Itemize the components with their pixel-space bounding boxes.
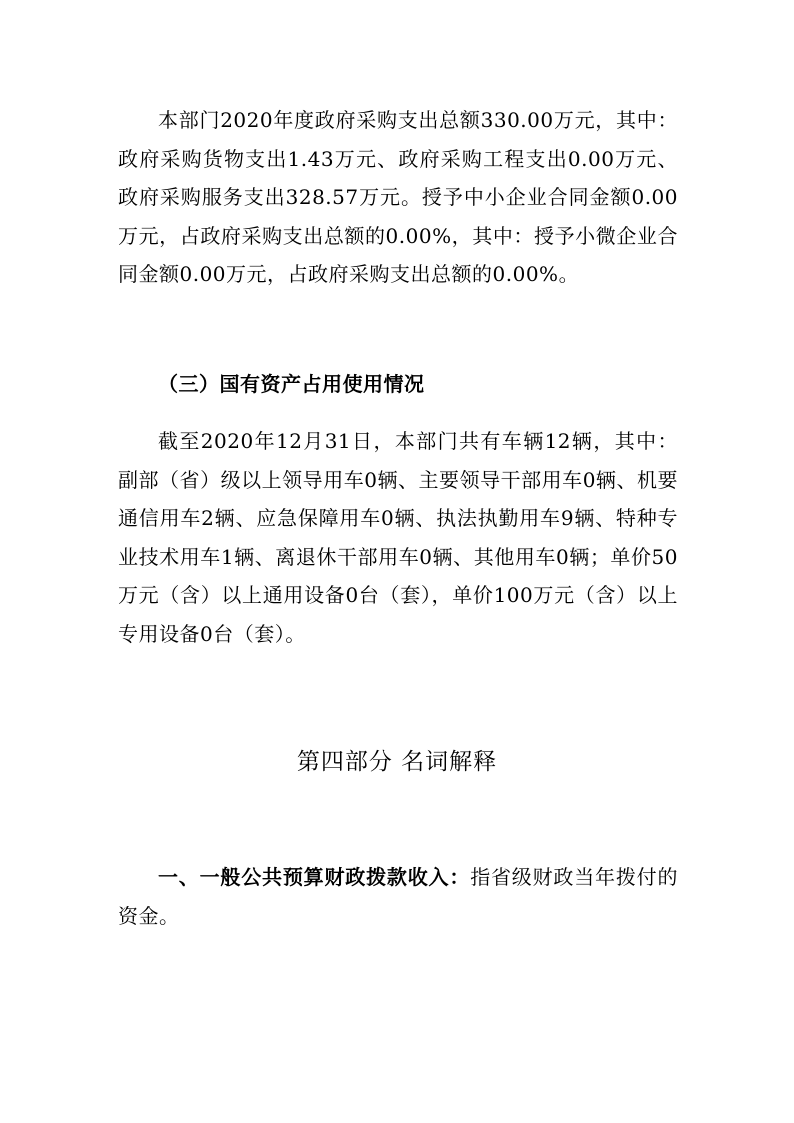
procurement-paragraph: 本部门2020年度政府采购支出总额330.00万元，其中：政府采购货物支出1.43万元、政府采购工程支出0.00万元、政府采购服务支出328.57万元。授予中小企业合同金额0.00万元，占政府采购支出总额的0.00%，其中：授予小微企业合同金额0.00万元，占政府采购支出总额的0.00%。 [118, 108, 678, 287]
definition-term: 一、一般公共预算财政拨款收入： [158, 865, 471, 889]
definition-text: 指省级财政当年拨付的资金。 [118, 865, 678, 928]
assets-section-heading: （三）国有资产占用使用情况 [158, 372, 425, 396]
part-four-title: 第四部分 名词解释 [296, 749, 498, 775]
definition-paragraph [118, 858, 678, 935]
assets-paragraph: 截至2020年12月31日，本部门共有车辆12辆，其中：副部（省）级以上领导用车0辆、主要领导干部用车0辆、机要通信用车2辆、应急保障用车0辆、执法执勤用车9辆、特种专业技术用车1辆、离退休干部用车0辆、其他用车0辆；单价50万元（含）以上通用设备0台（套），单价100万元（含）以上专用设备0台（套）。 [118, 429, 678, 646]
